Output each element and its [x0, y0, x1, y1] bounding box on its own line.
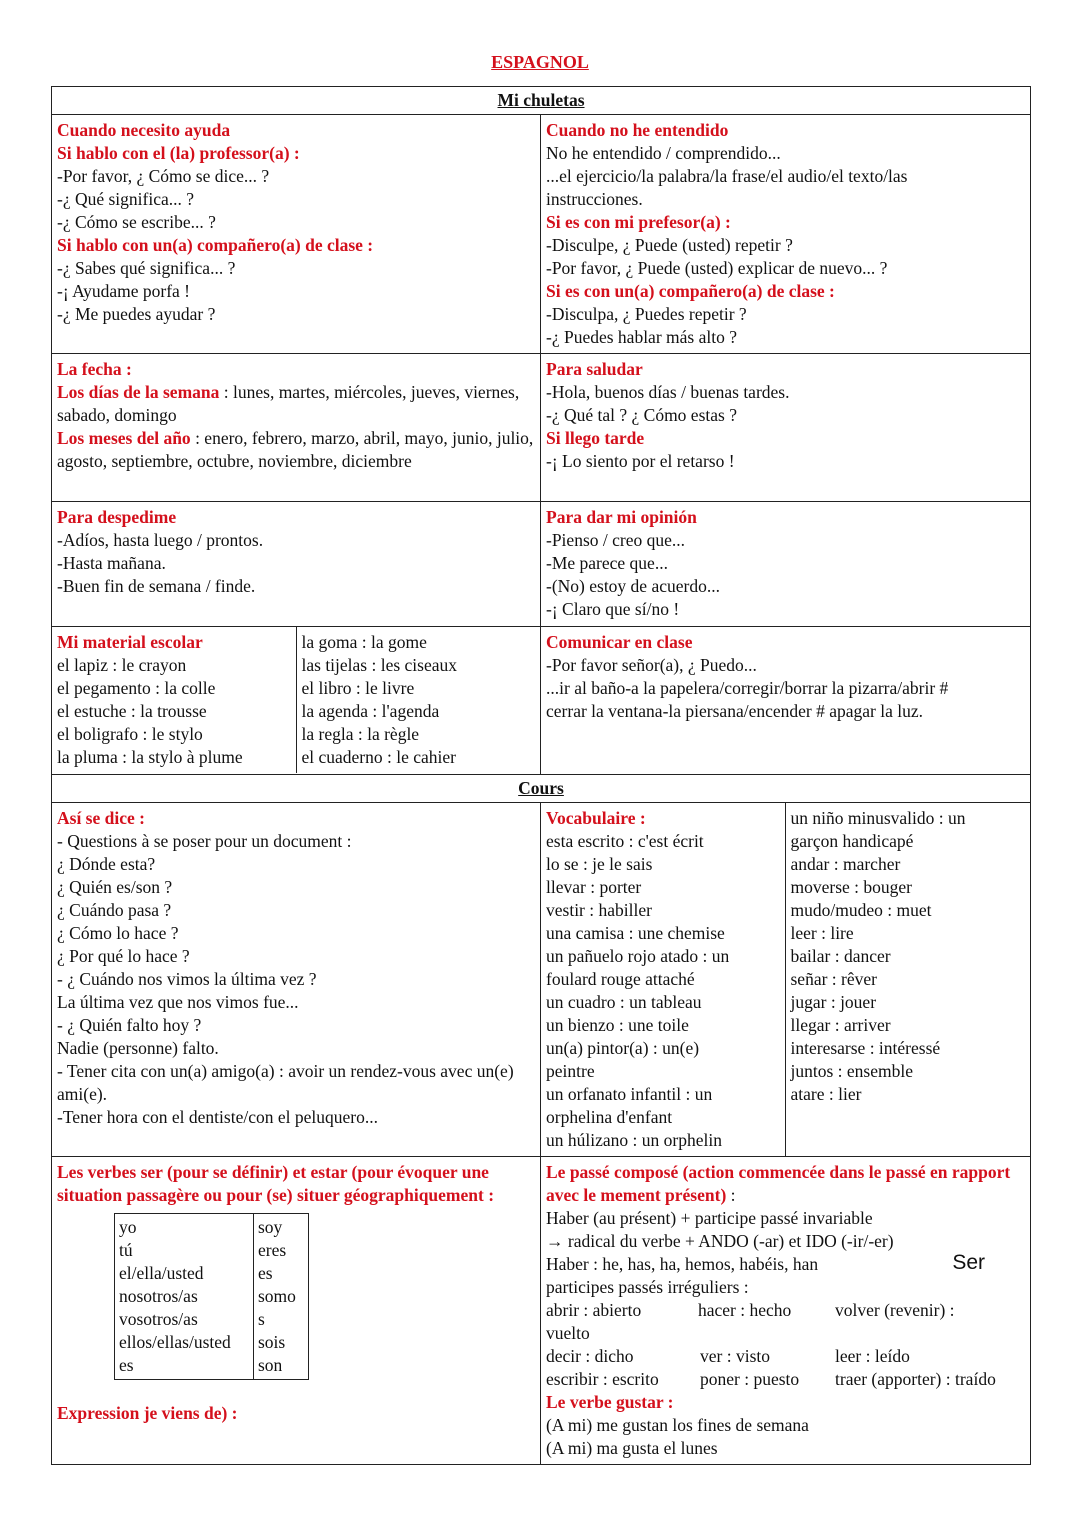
vocab-item: moverse : bouger	[790, 877, 912, 897]
vocab-item: atare : lier	[790, 1084, 862, 1104]
material-table	[52, 627, 541, 773]
gustar-title: Le verbe gustar :	[546, 1392, 674, 1412]
asi-line: ¿ Cuándo pasa ?	[57, 900, 172, 920]
opinion-line: -(No) estoy de acuerdo...	[546, 576, 720, 596]
vocab-item: foulard rouge attaché	[546, 969, 695, 989]
section-material	[52, 627, 541, 775]
passe-title-wrap	[546, 1161, 1025, 1207]
vocab-item: orphelina d'enfant	[546, 1107, 673, 1127]
comunicar-title: Comunicar en clase	[546, 632, 693, 652]
vocab-item: lo se : je le sais	[546, 854, 653, 874]
section-entendido	[541, 115, 1031, 354]
header-mi-chuletas: Mi chuletas	[52, 87, 1031, 115]
vocab-title: Vocabulaire :	[546, 808, 646, 828]
ser-form: s	[258, 1309, 265, 1329]
asi-line: ¿ Por qué lo hace ?	[57, 946, 190, 966]
vocab-item: vestir : habiller	[546, 900, 652, 920]
material-item: la agenda : l'agenda	[301, 701, 440, 721]
irregular-title: participes passés irréguliers :	[546, 1277, 749, 1297]
ser-label: Ser	[952, 1251, 986, 1274]
participle-row	[546, 1368, 1025, 1391]
asi-title: Así se dice :	[57, 808, 145, 828]
ayuda-line: -¡ Ayudame porfa !	[57, 281, 190, 301]
fecha-meses-label: Los meses del año	[57, 428, 191, 448]
material-col1	[52, 627, 296, 773]
saludar-line: -¡ Lo siento por el retarso !	[546, 451, 735, 471]
ser-form: sois	[258, 1332, 286, 1352]
vocab-item: un cuadro : un tableau	[546, 992, 702, 1012]
vocab-item: leer : lire	[790, 923, 854, 943]
despedir-line: -Hasta mañana.	[57, 553, 166, 573]
asi-line: -Tener hora con el dentiste/con el peluquero...	[57, 1107, 378, 1127]
fecha-meses-text: : enero, febrero, marzo, abril, mayo, junio, julio, agosto, septiembre, octubre, noviembre, diciembre	[57, 428, 534, 471]
entendido-line: -¿ Puedes hablar más alto ?	[546, 327, 737, 347]
participle: volver (revenir) :	[835, 1300, 955, 1320]
participle: hacer : hecho	[698, 1300, 792, 1320]
asi-line: Nadie (personne) falto.	[57, 1038, 219, 1058]
vocab-item: llevar : porter	[546, 877, 642, 897]
vocab-item: un bienzo : une toile	[546, 1015, 689, 1035]
fecha-dias	[57, 381, 535, 427]
comunicar-line: -Por favor señor(a), ¿ Puedo...	[546, 655, 757, 675]
asi-line: La última vez que nos vimos fue...	[57, 992, 299, 1012]
vocab-item: juntos : ensemble	[790, 1061, 913, 1081]
ayuda-title: Cuando necesito ayuda	[57, 120, 231, 140]
section-ayuda	[52, 115, 541, 354]
vocab-table	[541, 803, 1031, 1156]
vocab-item: un húlizano : un orphelin	[546, 1130, 722, 1150]
pronoun: tú	[119, 1240, 133, 1260]
fecha-dias-text: : lunes, martes, miércoles, jueves, viernes, sabado, domingo	[57, 382, 520, 425]
fecha-title: La fecha :	[57, 359, 132, 379]
entendido-line: -Disculpe, ¿ Puede (usted) repetir ?	[546, 235, 793, 255]
participle: abrir : abierto	[546, 1300, 642, 1320]
section-fecha	[52, 354, 541, 502]
saludar-sub2: Si llego tarde	[546, 428, 645, 448]
ser-form: somo	[258, 1286, 296, 1306]
participle: ver : visto	[700, 1346, 770, 1366]
asi-line: - Questions à se poser pour un document :	[57, 831, 352, 851]
gustar-line: (A mi) me gustan los fines de semana	[546, 1415, 809, 1435]
participle: escribir : escrito	[546, 1369, 659, 1389]
participle: leer : leído	[835, 1346, 910, 1366]
ayuda-line: -¿ Sabes qué significa... ?	[57, 258, 236, 278]
participle: decir : dicho	[546, 1346, 634, 1366]
pronoun: es	[119, 1355, 134, 1375]
despedir-line: -Buen fin de semana / finde.	[57, 576, 256, 596]
asi-line: ¿ Quién es/son ?	[57, 877, 173, 897]
opinion-title: Para dar mi opinión	[546, 507, 697, 527]
conj-pronouns	[115, 1214, 254, 1380]
vocab-item: un(a) pintor(a) : un(e)	[546, 1038, 700, 1058]
opinion-line: -Me parece que...	[546, 553, 668, 573]
passe-line-haber	[546, 1253, 1025, 1276]
material-item: el cuaderno : le cahier	[301, 747, 456, 767]
saludar-line: -Hola, buenos días / buenas tardes.	[546, 382, 790, 402]
entendido-line: No he entendido / comprendido...	[546, 143, 781, 163]
participle-row	[546, 1299, 1025, 1322]
participle-row	[546, 1345, 1025, 1368]
participle: vuelto	[546, 1323, 590, 1343]
material-item: el boligrafo : le stylo	[57, 724, 203, 744]
entendido-title: Cuando no he entendido	[546, 120, 729, 140]
section-asi-se-dice	[52, 803, 541, 1157]
pronoun: yo	[119, 1217, 137, 1237]
expression-title: Expression je viens de) :	[57, 1403, 238, 1423]
vocab-item: una camisa : une chemise	[546, 923, 725, 943]
ser-conjugation-table	[114, 1213, 309, 1380]
asi-line: - ¿ Quién falto hoy ?	[57, 1015, 202, 1035]
material-title: Mi material escolar	[57, 632, 203, 652]
section-comunicar	[541, 627, 1031, 775]
asi-line: ¿ Cómo lo hace ?	[57, 923, 179, 943]
passe-line: → radical du verbe + ANDO (-ar) et IDO (-ir/-er)	[546, 1231, 894, 1251]
pronoun: ellos/ellas/usted	[119, 1332, 231, 1352]
material-item: el lapiz : le crayon	[57, 655, 187, 675]
pronoun: el/ella/usted	[119, 1263, 204, 1283]
comunicar-line: cerrar la ventana-la piersana/encender # apagar la luz.	[546, 701, 923, 721]
vocab-item: llegar : arriver	[790, 1015, 891, 1035]
section-despedir	[52, 502, 541, 627]
vocab-item: interesarse : intéressé	[790, 1038, 941, 1058]
material-item: la goma : la gome	[301, 632, 427, 652]
material-item: las tijelas : les ciseaux	[301, 655, 458, 675]
header-cours: Cours	[52, 775, 1031, 803]
fecha-meses	[57, 427, 535, 473]
gustar-line: (A mi) ma gusta el lunes	[546, 1438, 718, 1458]
ayuda-line: -Por favor, ¿ Cómo se dice... ?	[57, 166, 270, 186]
despedir-line: -Adíos, hasta luego / prontos.	[57, 530, 264, 550]
vocab-item: andar : marcher	[790, 854, 901, 874]
conj-ser-forms	[254, 1214, 309, 1380]
material-item: el libro : le livre	[301, 678, 415, 698]
cheat-sheet-table	[51, 86, 1031, 1465]
vocab-item: jugar : jouer	[790, 992, 877, 1012]
passe-line: Haber (au présent) + participe passé invariable	[546, 1208, 873, 1228]
section-vocabulaire	[541, 803, 1031, 1157]
entendido-sub1: Si es con mi prefesor(a) :	[546, 212, 731, 232]
ser-form: son	[258, 1355, 283, 1375]
opinion-line: -Pienso / creo que...	[546, 530, 685, 550]
entendido-line: instrucciones.	[546, 189, 643, 209]
ser-form: eres	[258, 1240, 287, 1260]
pronoun: nosotros/as	[119, 1286, 198, 1306]
vocab-item: esta escrito : c'est écrit	[546, 831, 704, 851]
verbes-title: Les verbes ser (pour se définir) et estar (pour évoquer une situation passagère ou pour (se) situer géographiquement :	[57, 1162, 495, 1205]
asi-line: - ¿ Cuándo nos vimos la última vez ?	[57, 969, 317, 989]
fecha-dias-label: Los días de la semana	[57, 382, 220, 402]
haber-forms: Haber : he, has, ha, hemos, habéis, han	[546, 1254, 819, 1274]
pronoun: vosotros/as	[119, 1309, 198, 1329]
despedir-title: Para despedime	[57, 507, 177, 527]
passe-title: Le passé composé (action commencée dans le passé en rapport avec le mement présent)	[546, 1162, 1011, 1205]
ayuda-line: -¿ Cómo se escribe... ?	[57, 212, 216, 232]
saludar-line: -¿ Qué tal ? ¿ Cómo estas ?	[546, 405, 737, 425]
passe-title-suffix: :	[726, 1185, 736, 1205]
ayuda-line: -¿ Me puedes ayudar ?	[57, 304, 216, 324]
document-title: ESPAGNOL	[491, 52, 589, 72]
vocab-item: un niño minusvalido : un	[790, 808, 966, 828]
entendido-line: ...el ejercicio/la palabra/la frase/el audio/el texto/las	[546, 166, 908, 186]
vocab-item: un orfanato infantil : un	[546, 1084, 713, 1104]
ser-form: es	[258, 1263, 273, 1283]
ayuda-sub2: Si hablo con un(a) compañero(a) de clase :	[57, 235, 374, 255]
ser-form: soy	[258, 1217, 283, 1237]
vocab-item: mudo/mudeo : muet	[790, 900, 932, 920]
ayuda-sub1: Si hablo con el (la) professor(a) :	[57, 143, 300, 163]
vocab-item: un pañuelo rojo atado : un	[546, 946, 730, 966]
material-item: el pegamento : la colle	[57, 678, 216, 698]
vocab-item: garçon handicapé	[790, 831, 914, 851]
vocab-col2	[785, 803, 1031, 1156]
vocab-item: señar : rêver	[790, 969, 877, 989]
saludar-title: Para saludar	[546, 359, 643, 379]
vocab-item: bailar : dancer	[790, 946, 891, 966]
asi-line: ¿ Dónde esta?	[57, 854, 156, 874]
material-item: el estuche : la trousse	[57, 701, 207, 721]
participle: poner : puesto	[700, 1369, 800, 1389]
participle: traer (apporter) : traído	[835, 1369, 996, 1389]
material-col2	[296, 627, 541, 773]
material-item: la pluma : la stylo à plume	[57, 747, 243, 767]
entendido-line: -Disculpa, ¿ Puedes repetir ?	[546, 304, 747, 324]
section-opinion	[541, 502, 1031, 627]
asi-line: - Tener cita con un(a) amigo(a) : avoir un rendez-vous avec un(e) ami(e).	[57, 1061, 514, 1104]
section-saludar	[541, 354, 1031, 502]
ayuda-line: -¿ Qué significa... ?	[57, 189, 195, 209]
vocab-item: peintre	[546, 1061, 595, 1081]
comunicar-line: ...ir al baño-a la papelera/corregir/borrar la pizarra/abrir #	[546, 678, 949, 698]
entendido-sub2: Si es con un(a) compañero(a) de clase :	[546, 281, 835, 301]
entendido-line: -Por favor, ¿ Puede (usted) explicar de nuevo... ?	[546, 258, 888, 278]
section-passe-compose	[541, 1157, 1031, 1465]
section-verbes-ser-estar	[52, 1157, 541, 1465]
opinion-line: -¡ Claro que sí/no !	[546, 599, 680, 619]
vocab-col1	[541, 803, 785, 1156]
material-item: la regla : la règle	[301, 724, 420, 744]
